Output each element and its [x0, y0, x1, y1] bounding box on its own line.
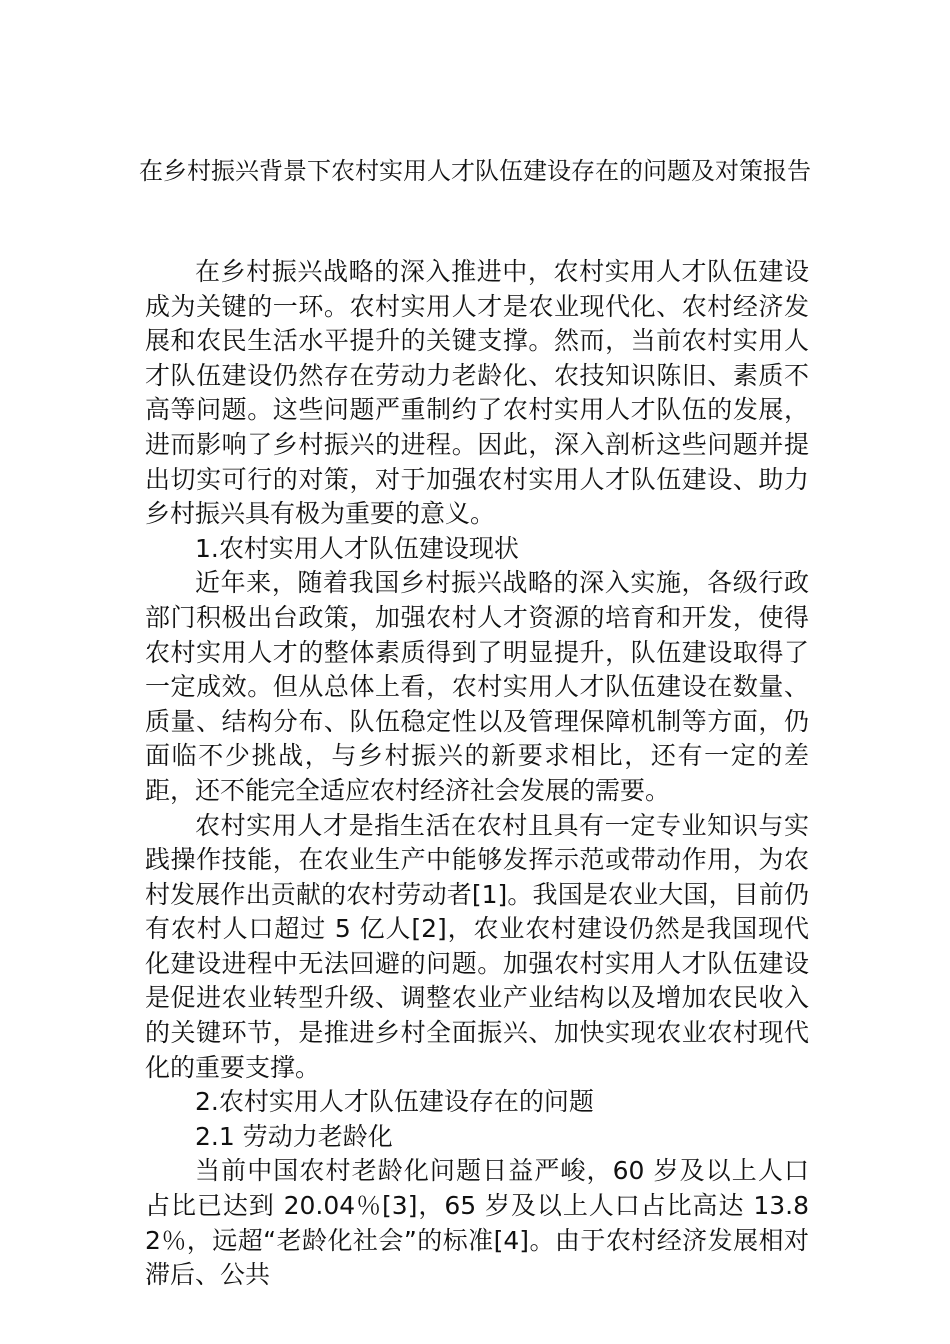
section-heading-1: 1.农村实用人才队伍建设现状 [195, 533, 519, 563]
document-body [145, 255, 809, 1293]
paragraph-aging: 当前中国农村老龄化问题日益严峻，60 岁及以上人口占比已达到 20.04％[3]，65 岁及以上人口占比高达 13.82％，远超“老龄化社会”的标准[4]。由于农村经济发展相对滞后、公共 [145, 1156, 809, 1290]
paragraph-intro: 在乡村振兴战略的深入推进中，农村实用人才队伍建设成为关键的一环。农村实用人才是农业现代化、农村经济发展和农民生活水平提升的关键支撑。然而，当前农村实用人才队伍建设仍然存在劳动力老龄化、农技知识陈旧、素质不高等问题。这些问题严重制约了农村实用人才队伍的发展，进而影响了乡村振兴的进程。因此，深入剖析这些问题并提出切实可行的对策，对于加强农村实用人才队伍建设、助力乡村振兴具有极为重要的意义。 [145, 257, 809, 529]
paragraph-status: 近年来，随着我国乡村振兴战略的深入实施，各级行政部门积极出台政策，加强农村人才资源的培育和开发，使得农村实用人才的整体素质得到了明显提升，队伍建设取得了一定成效。但从总体上看，农村实用人才队伍建设在数量、质量、结构分布、队伍稳定性以及管理保障机制等方面，仍面临不少挑战，与乡村振兴的新要求相比，还有一定的差距，还不能完全适应农村经济社会发展的需要。 [145, 568, 809, 805]
paragraph-definition: 农村实用人才是指生活在农村且具有一定专业知识与实践操作技能，在农业生产中能够发挥示范或带动作用，为农村发展作出贡献的农村劳动者[1]。我国是农业大国，目前仍有农村人口超过 5 亿人[2]，农业农村建设仍然是我国现代化建设进程中无法回避的问题。加强农村实用人才队伍建设是促进农业转型升级、调整农业产业结构以及增加农民收入的关键环节，是推进乡村全面振兴、加快实现农业农村现代化的重要支撑。 [145, 810, 809, 1082]
subsection-heading-2-1: 2.1 劳动力老龄化 [195, 1121, 393, 1151]
document-title: 在乡村振兴背景下农村实用人才队伍建设存在的问题及对策报告 [139, 157, 811, 185]
section-heading-2: 2.农村实用人才队伍建设存在的问题 [195, 1087, 594, 1117]
